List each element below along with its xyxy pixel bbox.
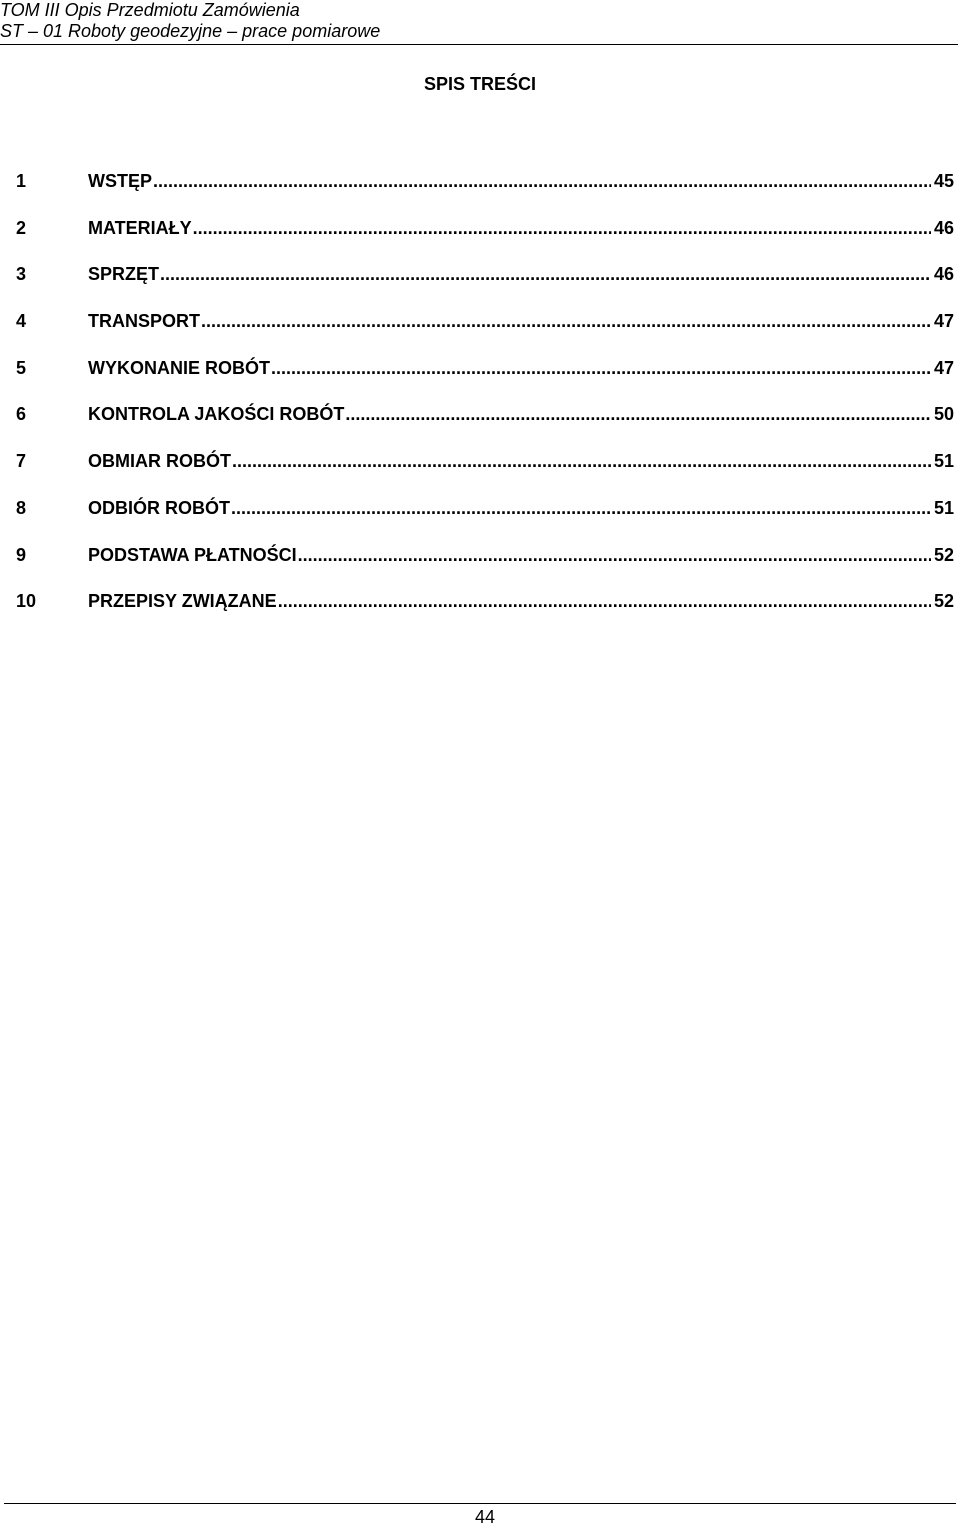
toc-entry-title: PODSTAWA PŁATNOŚCI	[88, 544, 297, 565]
toc-entry-number: 8	[16, 497, 27, 518]
toc-dot-leader	[271, 357, 931, 379]
toc-entry-page: 45	[933, 171, 954, 191]
toc-entry-title: WYKONANIE ROBÓT	[88, 357, 270, 378]
toc-dot-leader	[201, 310, 931, 332]
toc-entry-page: 47	[933, 357, 954, 378]
toc-entry-number: 2	[16, 217, 27, 238]
toc-title: SPIS TREŚCI	[423, 74, 537, 94]
toc-entry-odbior-robot[interactable]	[16, 497, 954, 544]
toc-entry-materialy[interactable]	[16, 217, 954, 264]
toc-entry-page: 52	[933, 591, 954, 612]
toc-entry-number: 7	[16, 451, 27, 472]
table-of-contents	[16, 170, 954, 637]
toc-entry-title: PRZEPISY ZWIĄZANE	[88, 591, 277, 612]
toc-dot-leader	[160, 263, 931, 285]
toc-dot-leader	[298, 544, 931, 566]
toc-entry-title: MATERIAŁY	[88, 217, 192, 238]
toc-entry-title: TRANSPORT	[88, 311, 200, 332]
toc-entry-sprzet[interactable]	[16, 263, 954, 310]
toc-entry-number: 5	[16, 357, 27, 378]
toc-entry-title: KONTROLA JAKOŚCI ROBÓT	[88, 404, 345, 425]
toc-dot-leader	[231, 497, 931, 519]
toc-entry-title: OBMIAR ROBÓT	[88, 451, 231, 472]
toc-entry-podstawa-platnosci[interactable]	[16, 544, 954, 591]
toc-dot-leader	[345, 403, 931, 425]
toc-entry-przepisy-zwiazane[interactable]	[16, 590, 954, 637]
header-document-title: TOM III Opis Przedmiotu Zamówienia	[0, 0, 300, 20]
toc-entry-title: ODBIÓR ROBÓT	[88, 497, 230, 518]
toc-entry-wstep[interactable]	[16, 170, 954, 217]
toc-entry-number: 6	[16, 404, 27, 425]
toc-entry-page: 51	[933, 497, 954, 518]
toc-entry-transport[interactable]	[16, 310, 954, 357]
toc-entry-page: 46	[933, 217, 954, 238]
toc-dot-leader	[232, 450, 931, 472]
toc-entry-page: 52	[933, 544, 954, 565]
toc-entry-obmiar-robot[interactable]	[16, 450, 954, 497]
toc-entry-page: 50	[933, 404, 954, 425]
page-number: 44	[474, 1507, 496, 1527]
toc-dot-leader	[153, 170, 931, 192]
toc-entry-kontrola-jakosci-robot[interactable]	[16, 403, 954, 450]
toc-entry-page: 46	[933, 264, 954, 285]
toc-entry-page: 47	[933, 311, 954, 332]
toc-entry-title: SPRZĘT	[88, 264, 160, 285]
toc-entry-number: 10	[16, 591, 37, 612]
toc-entry-page: 51	[933, 451, 954, 472]
toc-entry-number: 9	[16, 544, 27, 565]
header-section-title: ST – 01 Roboty geodezyjne – prace pomiarowe	[0, 21, 381, 41]
toc-entry-wykonanie-robot[interactable]	[16, 357, 954, 404]
footer-divider	[4, 1503, 956, 1504]
toc-dot-leader	[193, 217, 931, 239]
running-header	[0, 0, 958, 45]
toc-entry-number: 1	[16, 171, 27, 191]
toc-entry-number: 3	[16, 264, 27, 285]
toc-entry-number: 4	[16, 311, 27, 332]
toc-entry-title: WSTĘP	[88, 171, 153, 191]
toc-dot-leader	[278, 590, 931, 612]
